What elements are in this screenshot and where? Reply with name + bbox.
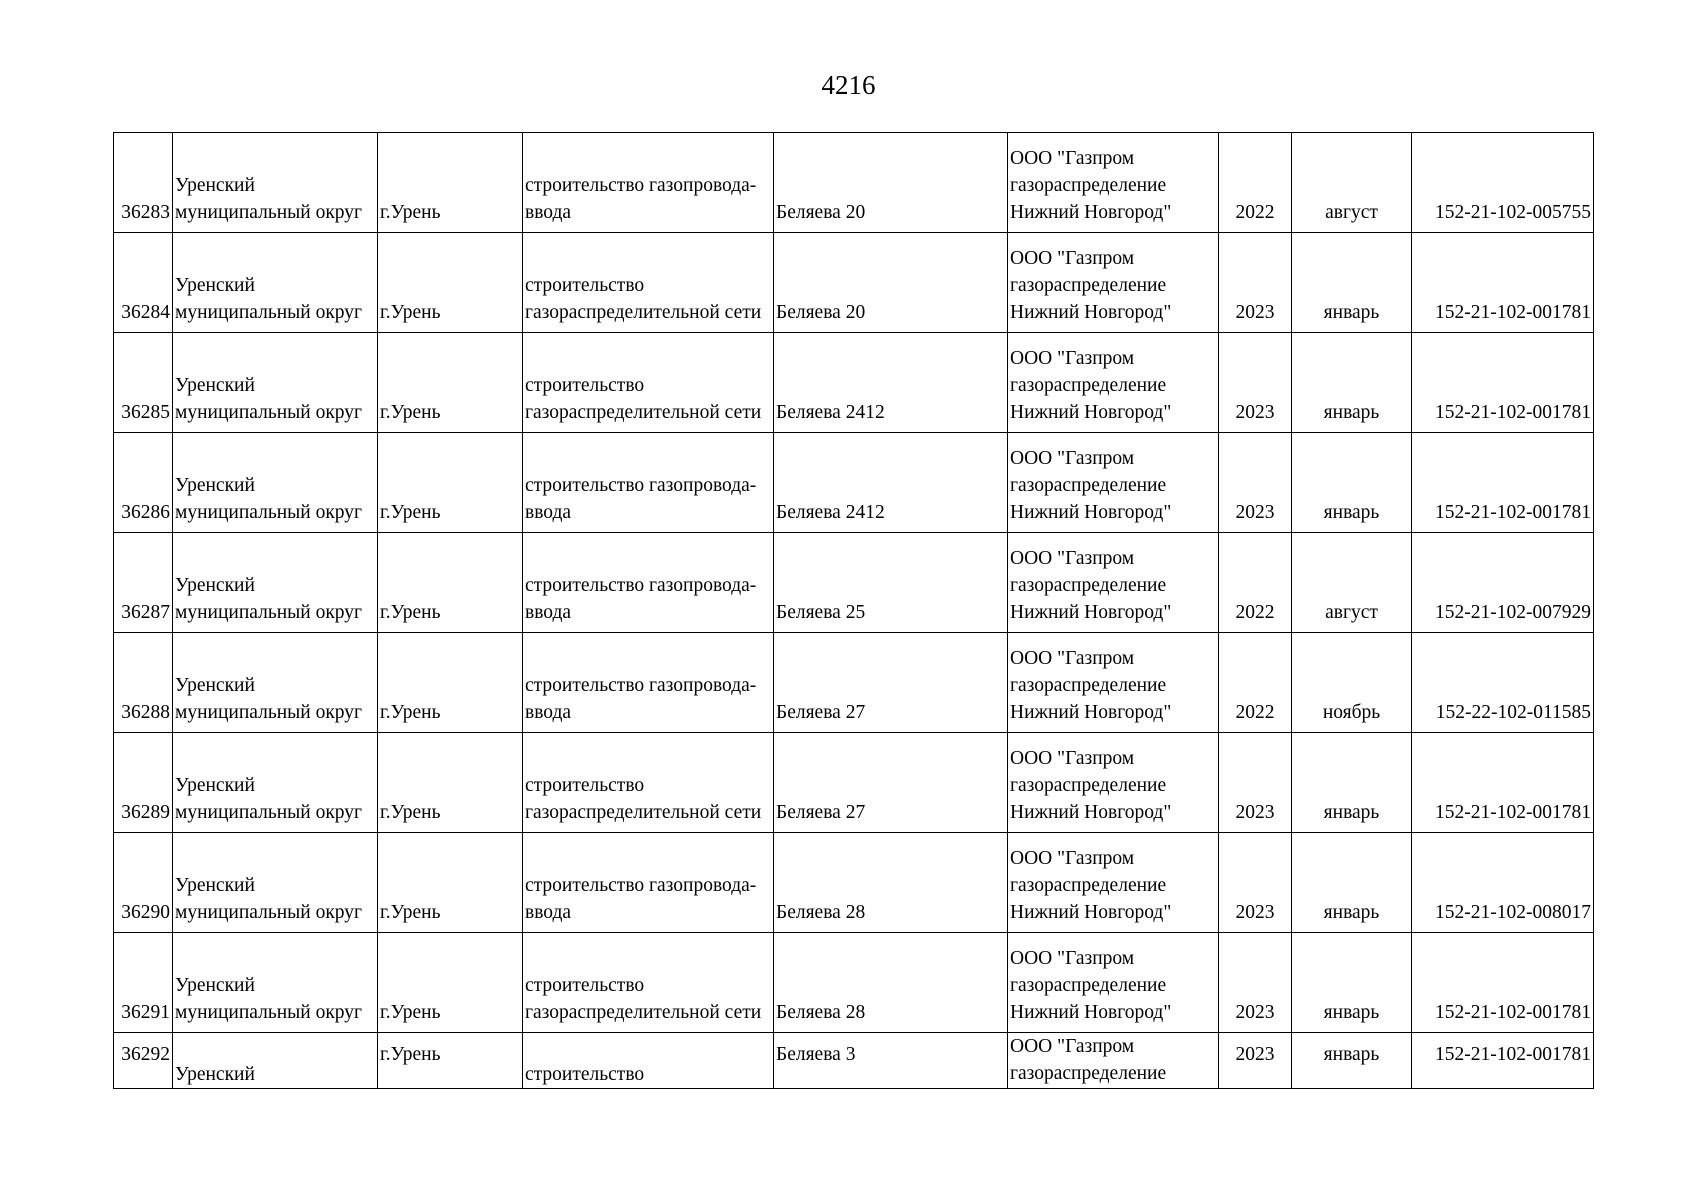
address-cell (774, 733, 1008, 833)
address-cell (774, 333, 1008, 433)
month-cell-text: август (1325, 202, 1378, 223)
work-type-cell-line: газораспределительной сети (525, 802, 762, 823)
address-cell (774, 933, 1008, 1033)
month-cell-text: январь (1323, 402, 1380, 423)
organization-cell (1008, 233, 1219, 333)
month-cell (1292, 933, 1412, 1033)
row-number (114, 133, 173, 233)
year-cell-text: 2022 (1235, 202, 1275, 223)
district-cell-line: Уренский (175, 575, 255, 596)
year-cell (1219, 233, 1292, 333)
table-row (114, 333, 1594, 433)
year-cell-text: 2023 (1235, 502, 1275, 523)
program-code-cell-text: 152-21-102-001781 (1435, 1044, 1591, 1065)
table-row (114, 433, 1594, 533)
address-cell-text: Беляева 27 (776, 702, 866, 723)
year-cell (1219, 833, 1292, 933)
organization-cell-line: газораспределение (1010, 475, 1167, 496)
work-type-cell-line: строительство (525, 375, 645, 396)
organization-cell-line: ООО "Газпром (1010, 548, 1135, 569)
district-cell (173, 1033, 378, 1089)
month-cell-text: январь (1323, 1002, 1380, 1023)
settlement-cell (378, 833, 523, 933)
district-cell-line: муниципальный округ (175, 902, 363, 923)
register-body (114, 133, 1594, 1089)
district-cell (173, 833, 378, 933)
settlement-cell (378, 333, 523, 433)
address-cell-text: Беляева 27 (776, 802, 866, 823)
organization-cell-line: газораспределение (1010, 675, 1167, 696)
work-type-cell-line: ввода (525, 502, 572, 523)
district-cell-line: муниципальный округ (175, 202, 363, 223)
settlement-cell-text: г.Урень (380, 1002, 441, 1023)
district-cell-line: Уренский (175, 275, 255, 296)
month-cell (1292, 733, 1412, 833)
organization-cell-line: газораспределение (1010, 575, 1167, 596)
organization-cell (1008, 333, 1219, 433)
year-cell (1219, 333, 1292, 433)
year-cell (1219, 933, 1292, 1033)
settlement-cell-text: г.Урень (380, 202, 441, 223)
address-cell-text: Беляева 28 (776, 1002, 866, 1023)
work-type-cell-line: ввода (525, 602, 572, 623)
organization-cell-line: Нижний Новгород" (1010, 402, 1172, 423)
row-number (114, 433, 173, 533)
program-code-cell-text: 152-21-102-001781 (1435, 402, 1591, 423)
organization-cell-line: Нижний Новгород" (1010, 202, 1172, 223)
work-type-cell-line: строительство газопровода- (525, 575, 757, 596)
year-cell-text: 2023 (1235, 902, 1275, 923)
address-cell-text: Беляева 2412 (776, 502, 885, 523)
year-cell (1219, 533, 1292, 633)
register-table (113, 132, 1594, 1089)
address-cell (774, 633, 1008, 733)
organization-cell-line: газораспределение (1010, 175, 1167, 196)
district-cell-line: Уренский (175, 475, 255, 496)
row-number (114, 733, 173, 833)
month-cell (1292, 633, 1412, 733)
row-number-text: 36290 (121, 902, 170, 923)
address-cell (774, 533, 1008, 633)
settlement-cell (378, 133, 523, 233)
program-code-cell-text: 152-22-102-011585 (1435, 702, 1591, 723)
organization-cell-line: ООО "Газпром (1010, 748, 1135, 769)
program-code-cell-text: 152-21-102-001781 (1435, 302, 1591, 323)
program-code-cell-text: 152-21-102-001781 (1435, 502, 1591, 523)
district-cell-line: муниципальный округ (175, 1002, 363, 1023)
month-cell (1292, 433, 1412, 533)
organization-cell-line: Нижний Новгород" (1010, 602, 1172, 623)
address-cell (774, 233, 1008, 333)
month-cell (1292, 533, 1412, 633)
district-cell-line: Уренский (175, 1064, 255, 1085)
month-cell (1292, 233, 1412, 333)
month-cell-text: август (1325, 602, 1378, 623)
year-cell-text: 2022 (1235, 602, 1275, 623)
table-row (114, 933, 1594, 1033)
work-type-cell-line: строительство (525, 275, 645, 296)
organization-cell (1008, 133, 1219, 233)
program-code-cell (1412, 933, 1594, 1033)
address-cell (774, 133, 1008, 233)
work-type-cell (523, 333, 774, 433)
month-cell (1292, 1033, 1412, 1089)
row-number (114, 333, 173, 433)
organization-cell-line: Нижний Новгород" (1010, 902, 1172, 923)
work-type-cell-line: строительство (525, 975, 645, 996)
year-cell-text: 2023 (1235, 802, 1275, 823)
program-code-cell (1412, 133, 1594, 233)
month-cell-text: январь (1323, 302, 1380, 323)
work-type-cell-line: строительство (525, 775, 645, 796)
program-code-cell-text: 152-21-102-001781 (1435, 802, 1591, 823)
work-type-cell-line: ввода (525, 202, 572, 223)
settlement-cell-text: г.Урень (380, 602, 441, 623)
settlement-cell (378, 733, 523, 833)
address-cell (774, 833, 1008, 933)
work-type-cell-line: газораспределительной сети (525, 402, 762, 423)
program-code-cell (1412, 433, 1594, 533)
organization-cell-line: газораспределение (1010, 775, 1167, 796)
settlement-cell (378, 633, 523, 733)
organization-cell (1008, 1033, 1219, 1089)
district-cell (173, 233, 378, 333)
district-cell (173, 333, 378, 433)
work-type-cell-line: строительство (525, 1064, 645, 1085)
program-code-cell-text: 152-21-102-008017 (1435, 902, 1591, 923)
row-number (114, 233, 173, 333)
year-cell (1219, 1033, 1292, 1089)
organization-cell-line: Нижний Новгород" (1010, 802, 1172, 823)
year-cell-text: 2023 (1235, 402, 1275, 423)
month-cell-text: январь (1323, 502, 1380, 523)
row-number-text: 36287 (121, 602, 170, 623)
year-cell-text: 2023 (1235, 1044, 1275, 1065)
district-cell-line: Уренский (175, 875, 255, 896)
year-cell (1219, 133, 1292, 233)
organization-cell-line: газораспределение (1010, 375, 1167, 396)
work-type-cell-line: газораспределительной сети (525, 302, 762, 323)
organization-cell (1008, 833, 1219, 933)
work-type-cell (523, 533, 774, 633)
district-cell-line: муниципальный округ (175, 602, 363, 623)
table-row (114, 133, 1594, 233)
district-cell (173, 133, 378, 233)
organization-cell-line: Нижний Новгород" (1010, 702, 1172, 723)
organization-cell-line: газораспределение (1010, 1063, 1167, 1084)
row-number-text: 36285 (121, 402, 170, 423)
organization-cell (1008, 533, 1219, 633)
district-cell-line: Уренский (175, 775, 255, 796)
organization-cell-line: ООО "Газпром (1010, 848, 1135, 869)
address-cell (774, 1033, 1008, 1089)
year-cell-text: 2023 (1235, 1002, 1275, 1023)
row-number (114, 1033, 173, 1089)
settlement-cell (378, 1033, 523, 1089)
table-row (114, 1033, 1594, 1089)
settlement-cell-text: г.Урень (380, 1044, 441, 1065)
year-cell-text: 2022 (1235, 702, 1275, 723)
program-code-cell-text: 152-21-102-001781 (1435, 1002, 1591, 1023)
month-cell-text: январь (1323, 1044, 1380, 1065)
program-code-cell-text: 152-21-102-005755 (1435, 202, 1591, 223)
address-cell (774, 433, 1008, 533)
organization-cell-line: ООО "Газпром (1010, 148, 1135, 169)
table-row (114, 733, 1594, 833)
work-type-cell-line: ввода (525, 902, 572, 923)
program-code-cell (1412, 333, 1594, 433)
organization-cell-line: ООО "Газпром (1010, 448, 1135, 469)
organization-cell (1008, 933, 1219, 1033)
month-cell-text: ноябрь (1322, 702, 1381, 723)
table-row (114, 833, 1594, 933)
month-cell (1292, 833, 1412, 933)
work-type-cell (523, 733, 774, 833)
organization-cell-line: газораспределение (1010, 875, 1167, 896)
settlement-cell (378, 933, 523, 1033)
district-cell-line: муниципальный округ (175, 502, 363, 523)
organization-cell-line: газораспределение (1010, 275, 1167, 296)
table-row (114, 633, 1594, 733)
address-cell-text: Беляева 20 (776, 202, 866, 223)
settlement-cell (378, 533, 523, 633)
row-number (114, 533, 173, 633)
work-type-cell-line: ввода (525, 702, 572, 723)
table-row (114, 233, 1594, 333)
year-cell (1219, 633, 1292, 733)
organization-cell (1008, 633, 1219, 733)
district-cell-line: муниципальный округ (175, 302, 363, 323)
settlement-cell-text: г.Урень (380, 802, 441, 823)
work-type-cell-line: строительство газопровода- (525, 875, 757, 896)
district-cell (173, 733, 378, 833)
organization-cell-line: газораспределение (1010, 975, 1167, 996)
settlement-cell (378, 433, 523, 533)
row-number-text: 36284 (121, 302, 170, 323)
row-number (114, 933, 173, 1033)
district-cell-line: Уренский (175, 175, 255, 196)
month-cell-text: январь (1323, 802, 1380, 823)
program-code-cell (1412, 1033, 1594, 1089)
work-type-cell (523, 833, 774, 933)
organization-cell-line: ООО "Газпром (1010, 248, 1135, 269)
organization-cell (1008, 433, 1219, 533)
year-cell-text: 2023 (1235, 302, 1275, 323)
row-number-text: 36291 (121, 1002, 170, 1023)
organization-cell-line: ООО "Газпром (1010, 348, 1135, 369)
work-type-cell-line: строительство газопровода- (525, 675, 757, 696)
district-cell (173, 933, 378, 1033)
organization-cell-line: ООО "Газпром (1010, 648, 1135, 669)
settlement-cell-text: г.Урень (380, 702, 441, 723)
district-cell (173, 633, 378, 733)
address-cell-text: Беляева 2412 (776, 402, 885, 423)
organization-cell-line: Нижний Новгород" (1010, 502, 1172, 523)
district-cell-line: Уренский (175, 675, 255, 696)
work-type-cell-line: строительство газопровода- (525, 475, 757, 496)
settlement-cell-text: г.Урень (380, 502, 441, 523)
district-cell (173, 533, 378, 633)
row-number-text: 36289 (121, 802, 170, 823)
program-code-cell (1412, 733, 1594, 833)
row-number-text: 36292 (121, 1044, 170, 1065)
table-row (114, 533, 1594, 633)
district-cell-line: Уренский (175, 975, 255, 996)
program-code-cell (1412, 233, 1594, 333)
month-cell-text: январь (1323, 902, 1380, 923)
address-cell-text: Беляева 3 (776, 1044, 856, 1065)
row-number-text: 36286 (121, 502, 170, 523)
program-code-cell (1412, 533, 1594, 633)
row-number (114, 633, 173, 733)
year-cell (1219, 433, 1292, 533)
address-cell-text: Беляева 25 (776, 602, 866, 623)
district-cell-line: Уренский (175, 375, 255, 396)
month-cell (1292, 133, 1412, 233)
month-cell (1292, 333, 1412, 433)
settlement-cell-text: г.Урень (380, 402, 441, 423)
settlement-cell-text: г.Урень (380, 902, 441, 923)
organization-cell-line: ООО "Газпром (1010, 948, 1135, 969)
settlement-cell (378, 233, 523, 333)
work-type-cell-line: газораспределительной сети (525, 1002, 762, 1023)
work-type-cell (523, 933, 774, 1033)
work-type-cell (523, 133, 774, 233)
address-cell-text: Беляева 28 (776, 902, 866, 923)
organization-cell-line: Нижний Новгород" (1010, 302, 1172, 323)
district-cell-line: муниципальный округ (175, 402, 363, 423)
work-type-cell (523, 1033, 774, 1089)
address-cell-text: Беляева 20 (776, 302, 866, 323)
page-number: 4216 (821, 70, 876, 100)
settlement-cell-text: г.Урень (380, 302, 441, 323)
row-number (114, 833, 173, 933)
year-cell (1219, 733, 1292, 833)
work-type-cell-line: строительство газопровода- (525, 175, 757, 196)
program-code-cell-text: 152-21-102-007929 (1435, 602, 1591, 623)
work-type-cell (523, 433, 774, 533)
work-type-cell (523, 233, 774, 333)
organization-cell-line: ООО "Газпром (1010, 1036, 1135, 1057)
district-cell-line: муниципальный округ (175, 802, 363, 823)
district-cell (173, 433, 378, 533)
program-code-cell (1412, 633, 1594, 733)
row-number-text: 36288 (121, 702, 170, 723)
program-code-cell (1412, 833, 1594, 933)
organization-cell (1008, 733, 1219, 833)
row-number-text: 36283 (121, 202, 170, 223)
organization-cell-line: Нижний Новгород" (1010, 1002, 1172, 1023)
district-cell-line: муниципальный округ (175, 702, 363, 723)
work-type-cell (523, 633, 774, 733)
